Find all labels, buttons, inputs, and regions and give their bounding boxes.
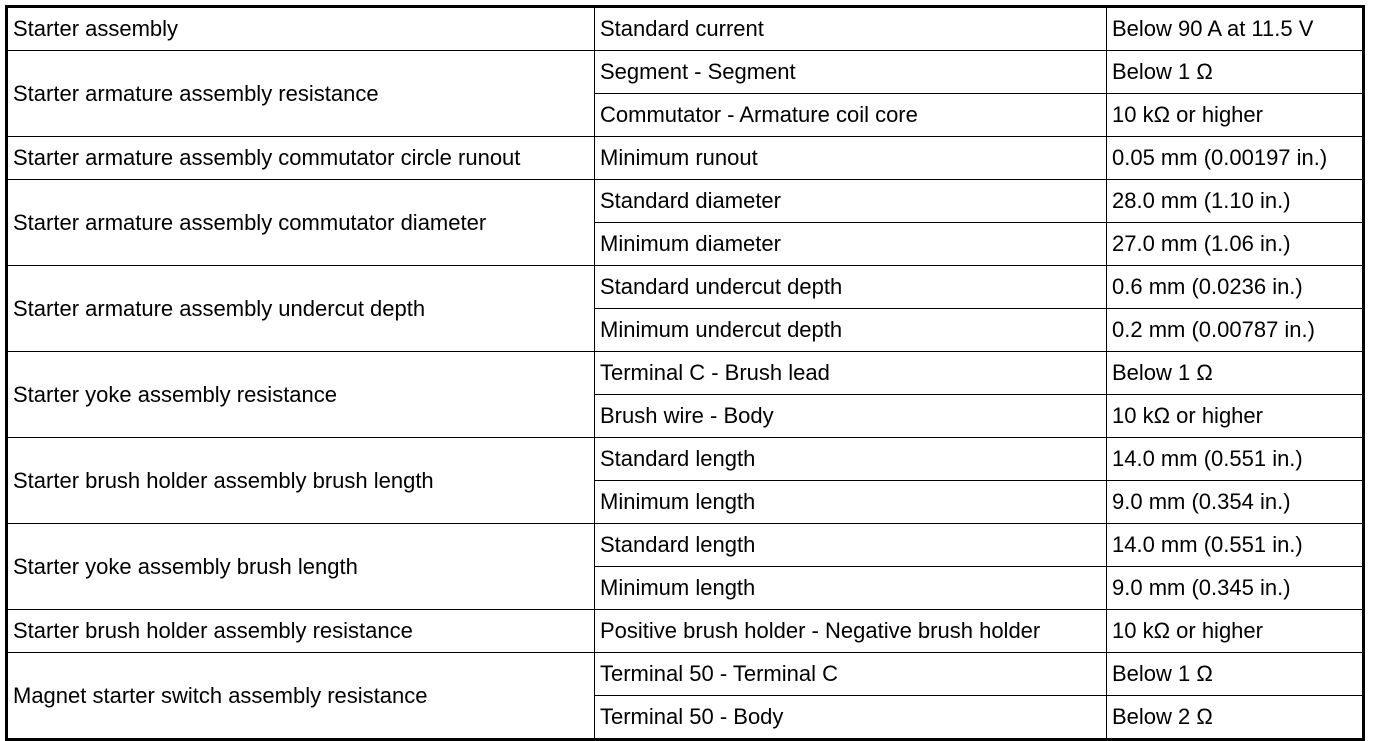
condition-cell: Standard diameter (595, 180, 1107, 223)
item-cell: Starter armature assembly commutator diameter (7, 180, 595, 266)
item-cell: Starter armature assembly commutator circle runout (7, 137, 595, 180)
table-row (7, 438, 1364, 481)
table-row (7, 352, 1364, 395)
condition-cell: Minimum undercut depth (595, 309, 1107, 352)
condition-cell: Brush wire - Body (595, 395, 1107, 438)
spec-table-body (7, 7, 1364, 740)
table-row (7, 137, 1364, 180)
condition-cell: Standard undercut depth (595, 266, 1107, 309)
table-row (7, 7, 1364, 51)
item-cell: Starter brush holder assembly brush length (7, 438, 595, 524)
item-cell: Starter assembly (7, 7, 595, 51)
condition-cell: Minimum length (595, 481, 1107, 524)
item-cell: Starter armature assembly undercut depth (7, 266, 595, 352)
value-cell: 9.0 mm (0.345 in.) (1107, 567, 1364, 610)
value-cell: Below 90 A at 11.5 V (1107, 7, 1364, 51)
value-cell: 0.6 mm (0.0236 in.) (1107, 266, 1364, 309)
table-row (7, 610, 1364, 653)
value-cell: 0.2 mm (0.00787 in.) (1107, 309, 1364, 352)
item-cell: Starter yoke assembly brush length (7, 524, 595, 610)
table-row (7, 524, 1364, 567)
item-cell: Starter yoke assembly resistance (7, 352, 595, 438)
value-cell: 27.0 mm (1.06 in.) (1107, 223, 1364, 266)
condition-cell: Segment - Segment (595, 51, 1107, 94)
spec-table (5, 5, 1365, 741)
table-row (7, 653, 1364, 696)
item-cell: Starter brush holder assembly resistance (7, 610, 595, 653)
item-cell: Starter armature assembly resistance (7, 51, 595, 137)
value-cell: 10 kΩ or higher (1107, 94, 1364, 137)
value-cell: 14.0 mm (0.551 in.) (1107, 524, 1364, 567)
value-cell: 14.0 mm (0.551 in.) (1107, 438, 1364, 481)
condition-cell: Minimum runout (595, 137, 1107, 180)
value-cell: 9.0 mm (0.354 in.) (1107, 481, 1364, 524)
condition-cell: Minimum length (595, 567, 1107, 610)
condition-cell: Terminal 50 - Body (595, 696, 1107, 740)
condition-cell: Positive brush holder - Negative brush holder (595, 610, 1107, 653)
condition-cell: Standard current (595, 7, 1107, 51)
value-cell: Below 1 Ω (1107, 653, 1364, 696)
table-row (7, 180, 1364, 223)
condition-cell: Standard length (595, 438, 1107, 481)
value-cell: 28.0 mm (1.10 in.) (1107, 180, 1364, 223)
value-cell: Below 1 Ω (1107, 352, 1364, 395)
value-cell: Below 1 Ω (1107, 51, 1364, 94)
condition-cell: Minimum diameter (595, 223, 1107, 266)
condition-cell: Standard length (595, 524, 1107, 567)
condition-cell: Commutator - Armature coil core (595, 94, 1107, 137)
item-cell: Magnet starter switch assembly resistance (7, 653, 595, 740)
value-cell: 10 kΩ or higher (1107, 610, 1364, 653)
condition-cell: Terminal 50 - Terminal C (595, 653, 1107, 696)
table-row (7, 266, 1364, 309)
condition-cell: Terminal C - Brush lead (595, 352, 1107, 395)
value-cell: 0.05 mm (0.00197 in.) (1107, 137, 1364, 180)
value-cell: Below 2 Ω (1107, 696, 1364, 740)
value-cell: 10 kΩ or higher (1107, 395, 1364, 438)
table-row (7, 51, 1364, 94)
